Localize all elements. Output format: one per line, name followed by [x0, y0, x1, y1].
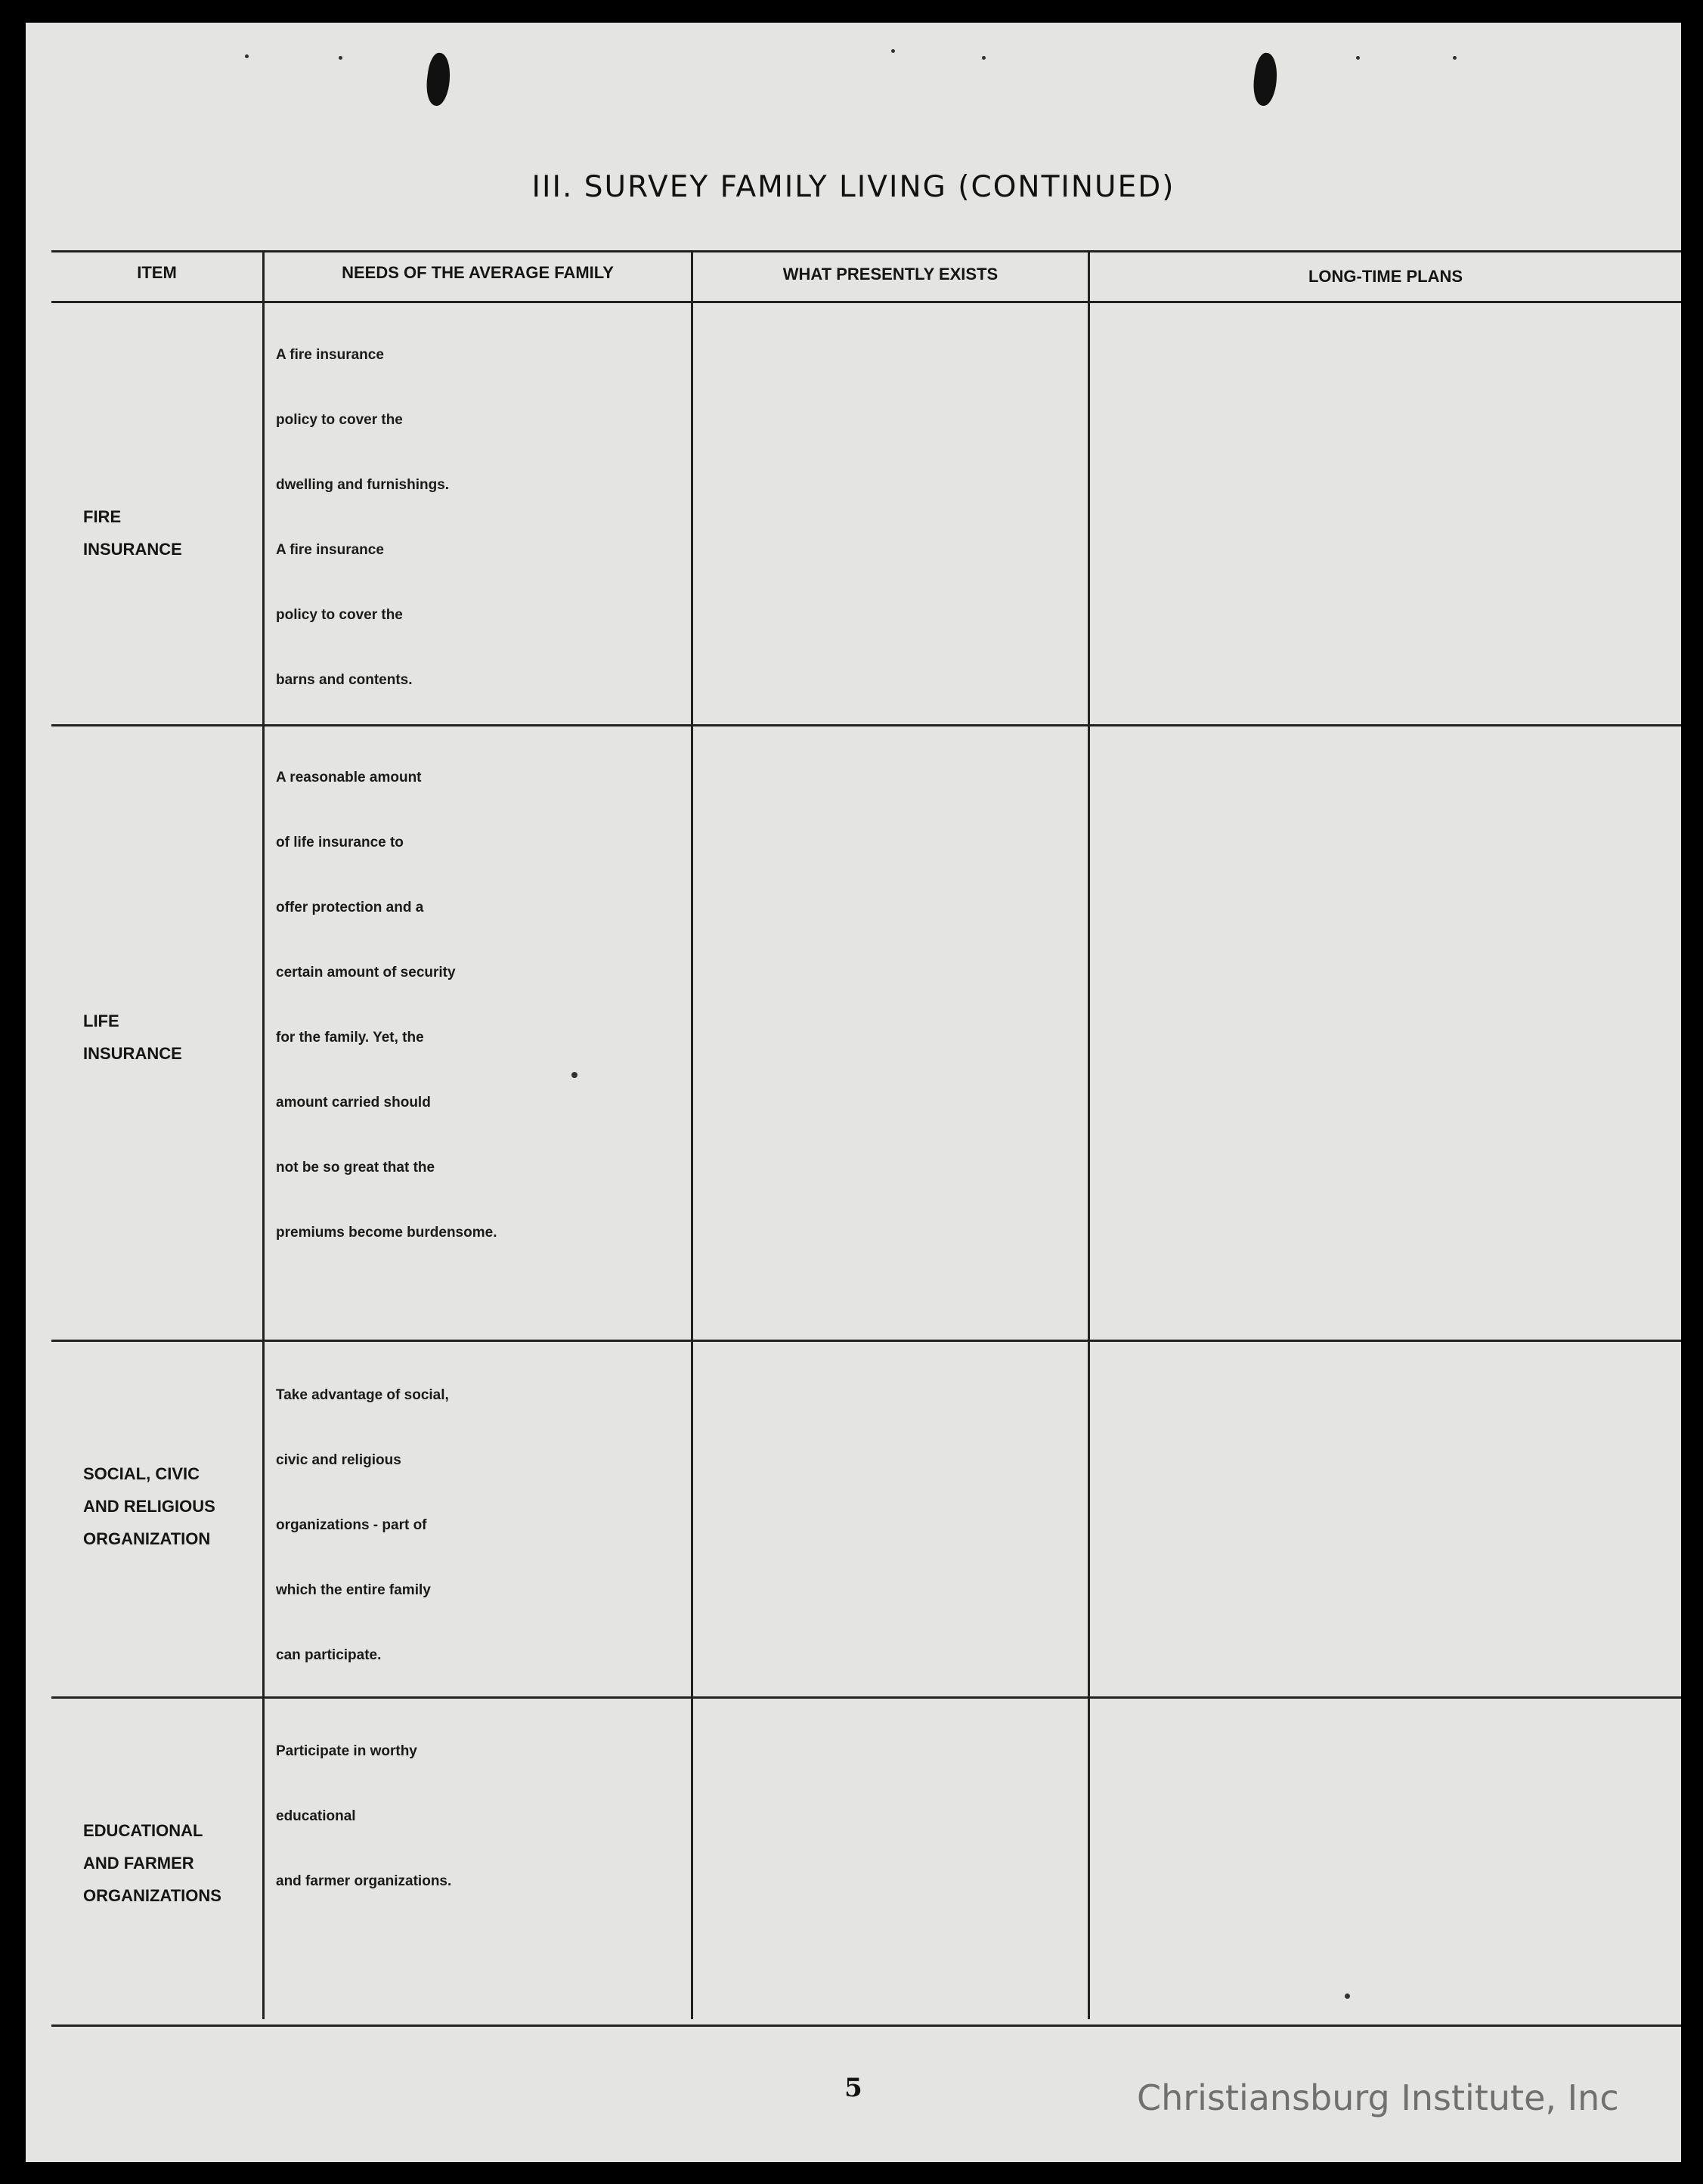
- page-title: III. SURVEY FAMILY LIVING (CONTINUED): [531, 170, 1175, 204]
- item-educational-farmer: EDUCATIONAL AND FARMER ORGANIZATIONS: [83, 1821, 221, 1905]
- needs-fire-insurance: A fire insurance policy to cover the dwelling and furnishings. A fire insurance policy to cover the barns and contents.: [276, 347, 450, 688]
- needs-life-insurance: A reasonable amount of life insurance to offer protection and a certain amount of security for the family. Yet, the amount carried should not be so great that the premiums become burdensome.: [276, 770, 497, 1241]
- page-number: 5: [844, 2073, 862, 2103]
- row-divider: [51, 1696, 1681, 1699]
- column-header-presently-exists: WHAT PRESENTLY EXISTS: [782, 265, 999, 283]
- column-divider: [1088, 250, 1090, 2019]
- item-fire-insurance: FIRE INSURANCE: [83, 507, 182, 559]
- column-divider: [691, 250, 693, 2019]
- column-header-item: ITEM: [137, 263, 177, 282]
- item-life-insurance: LIFE INSURANCE: [83, 1011, 182, 1063]
- table-bottom-rule: [51, 2024, 1681, 2027]
- column-header-needs: NEEDS OF THE AVERAGE FAMILY: [342, 263, 614, 282]
- punch-hole-right: [1250, 51, 1280, 107]
- needs-social-civic-religious: Take advantage of social, civic and religious organizations - part of which the entire family can participate.: [276, 1387, 449, 1663]
- header-bottom-rule: [51, 301, 1681, 303]
- needs-educational-farmer: Participate in worthy educational and farmer organizations.: [276, 1743, 452, 1889]
- row-divider: [51, 1340, 1681, 1342]
- item-social-civic-religious: SOCIAL, CIVIC AND RELIGIOUS ORGANIZATION: [83, 1464, 215, 1548]
- punch-hole-left: [423, 51, 453, 107]
- watermark: Christiansburg Institute, Inc: [1137, 2077, 1619, 2118]
- document-page: [26, 23, 1681, 2162]
- table-top-rule: [51, 250, 1681, 252]
- row-divider: [51, 724, 1681, 726]
- column-header-long-time-plans: LONG-TIME PLANS: [1308, 267, 1463, 286]
